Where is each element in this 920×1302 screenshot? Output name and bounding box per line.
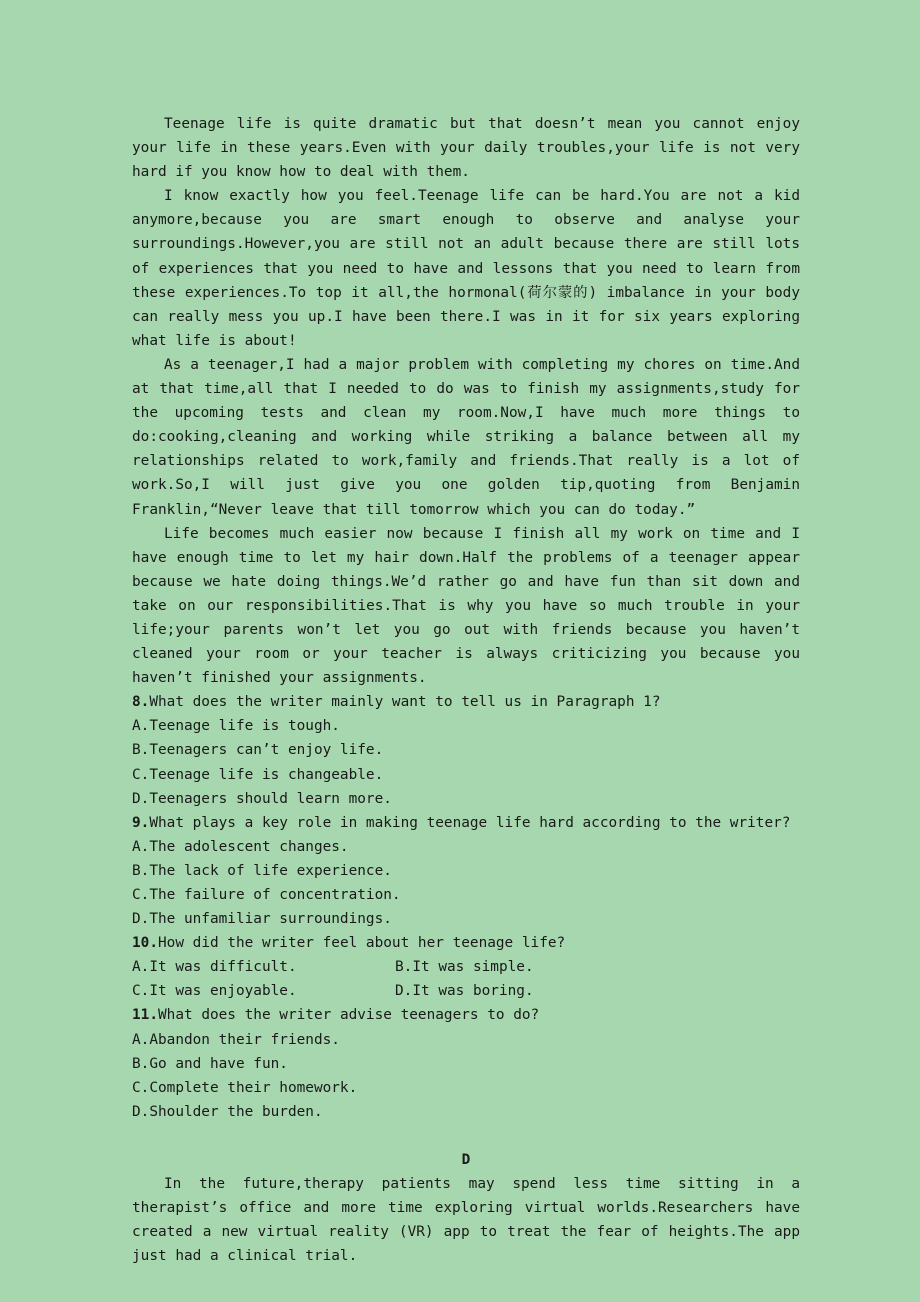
option-a: A.The adolescent changes. [132, 838, 349, 855]
option-b: B.Teenagers can’t enjoy life. [132, 742, 384, 759]
option-c: C.Teenage life is changeable. [132, 766, 384, 783]
paragraph: I know exactly how you feel.Teenage life can be hard.You are not a kid anymore,because you are smart enough to observe and analyse your surroundings.However,you are still not an adult because there are still lots of experiences that you need to have and lessons that you need to learn from these experiences.To top it all,the hormonal(荷尔蒙的) imbalance in your body can really mess you up.I have been there.I was in it for six years exploring what life is about! [132, 188, 800, 349]
exam-content [132, 112, 800, 1268]
option-d: D.Teenagers should learn more. [132, 790, 392, 807]
option-c: C.The failure of concentration. [132, 887, 401, 903]
option-d: D.Shoulder the burden. [132, 1103, 323, 1120]
section-title: D [461, 1151, 471, 1168]
option-row [132, 955, 800, 979]
option-c: C.It was enjoyable. [132, 983, 297, 1000]
question-text: How did the writer feel about her teenage life? [158, 935, 566, 952]
option-d: D.The unfamiliar surroundings. [132, 911, 392, 928]
question-10 [132, 931, 800, 1003]
question-stem [132, 811, 800, 835]
option-b: B.Go and have fun. [132, 1055, 288, 1072]
passage-d [132, 1148, 800, 1268]
question-11 [132, 1003, 800, 1123]
option-d: D.It was boring. [395, 983, 534, 1000]
question-text: What does the writer mainly want to tell us in Paragraph 1? [149, 694, 661, 711]
option-b: B.The lack of life experience. [132, 862, 392, 879]
question-stem [132, 931, 800, 955]
question-8 [132, 690, 800, 810]
question-number: 8. [132, 694, 150, 711]
option-b: B.It was simple. [395, 959, 534, 976]
question-number: 11. [132, 1007, 158, 1024]
paragraph: In the future,therapy patients may spend less time sitting in a therapist’s office and more time exploring virtual worlds.Researchers have created a new virtual reality (VR) app to treat the fear of heights.The app just had a clinical trial. [132, 1176, 800, 1265]
question-text: What plays a key role in making teenage life hard according to the writer? [149, 814, 791, 831]
paragraph: Teenage life is quite dramatic but that doesn’t mean you cannot enjoy your life in these years.Even with your daily troubles,your life is not very hard if you know how to deal with them. [132, 116, 800, 181]
option-row [132, 979, 800, 1003]
question-number: 10. [132, 935, 158, 952]
question-text: What does the writer advise teenagers to do? [158, 1007, 540, 1024]
option-a: A.It was difficult. [132, 959, 297, 976]
question-stem [132, 1003, 800, 1027]
paragraph: As a teenager,I had a major problem with completing my chores on time.And at that time,all that I needed to do was to finish my assignments,study for the upcoming tests and clean my room.Now,I have much more things to do:cooking,cleaning and working while striking a balance between all my relationships related to work,family and friends.That really is a lot of work.So,I will just give you one golden tip,quoting from Benjamin Franklin,“Never leave that till tomorrow which you can do today.” [132, 356, 800, 518]
option-a: A.Teenage life is tough. [132, 718, 340, 735]
question-9 [132, 811, 800, 931]
passage-c [132, 112, 800, 690]
question-number: 9. [132, 814, 150, 831]
option-a: A.Abandon their friends. [132, 1031, 340, 1048]
question-stem [132, 690, 800, 714]
paragraph: Life becomes much easier now because I finish all my work on time and I have enough time to let my hair down.Half the problems of a teenager appear because we hate doing things.We’d rather go and have fun than sit down and take on our responsibilities.That is why you have so much trouble in your life;your parents won’t let you go out with friends because you haven’t cleaned your room or your teacher is always criticizing you because you haven’t finished your assignments. [132, 525, 800, 687]
option-c: C.Complete their homework. [132, 1079, 358, 1096]
